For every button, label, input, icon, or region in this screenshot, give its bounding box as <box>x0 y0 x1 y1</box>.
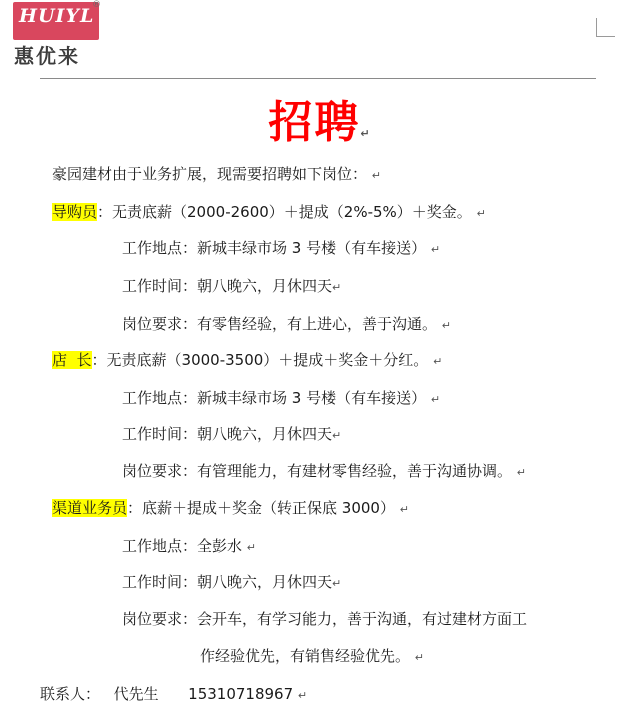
position-3-req-cont: 作经验优先，有销售经验优先。 <box>200 647 411 665</box>
paragraph-mark: ↵ <box>332 281 342 294</box>
intro-line <box>52 164 381 186</box>
paragraph-mark: ↵ <box>332 429 342 442</box>
paragraph-mark: ↵ <box>430 243 441 256</box>
position-3-location: 工作地点：全彭水 <box>122 537 243 555</box>
position-1-location-line <box>122 238 440 260</box>
position-1-req-line <box>122 314 451 336</box>
paragraph-mark: ↵ <box>332 577 342 590</box>
position-3-hours-line <box>122 572 341 594</box>
registered-mark: ® <box>92 0 101 10</box>
position-3-salary: ：底薪＋提成＋奖金（转正保底 3000） <box>127 499 395 517</box>
position-2-salary: ：无责底薪（3000-3500）＋提成＋奖金＋分红。 <box>91 351 429 369</box>
contact-phone: 15310718967 <box>188 685 294 703</box>
position-3-req: 岗位要求：会开车，有学习能力，善于沟通，有过建材方面工 <box>122 610 528 628</box>
paragraph-mark: ↵ <box>441 319 452 332</box>
position-1-req: 岗位要求：有零售经验，有上进心，善于沟通。 <box>122 315 438 333</box>
contact-label: 联系人： <box>40 685 101 703</box>
paragraph-mark: ↵ <box>430 393 441 406</box>
paragraph-mark: ↵ <box>360 127 372 140</box>
position-1-hours: 工作时间：朝八晚六，月休四天 <box>122 277 333 295</box>
position-3-req-line <box>122 609 527 629</box>
position-3-location-line <box>122 536 256 558</box>
header-divider <box>40 78 596 79</box>
intro-text: 豪园建材由于业务扩展，现需要招聘如下岗位： <box>52 165 368 183</box>
position-2-hours-line <box>122 424 341 446</box>
logo-chinese-name: 惠优来 <box>14 44 80 68</box>
paragraph-mark: ↵ <box>476 207 486 220</box>
position-1-location: 工作地点：新城丰绿市场 3 号楼（有车接送） <box>122 239 427 257</box>
position-1-name: 导购员 <box>52 203 98 221</box>
position-2-hours: 工作时间：朝八晚六，月休四天 <box>122 425 333 443</box>
paragraph-mark: ↵ <box>246 541 257 554</box>
logo <box>13 2 99 40</box>
position-2-req: 岗位要求：有管理能力，有建材零售经验，善于沟通协调。 <box>122 462 513 480</box>
position-1-hours-line <box>122 276 341 298</box>
paragraph-mark: ↵ <box>297 689 308 702</box>
page-title <box>0 86 640 150</box>
position-3-req-cont-line <box>200 646 424 668</box>
position-2-location-line <box>122 388 440 410</box>
position-2-req-line <box>122 461 526 483</box>
position-3-name: 渠道业务员 <box>52 499 128 517</box>
paragraph-mark: ↵ <box>433 355 443 368</box>
position-3-hours: 工作时间：朝八晚六，月休四天 <box>122 573 333 591</box>
paragraph-mark: ↵ <box>414 651 425 664</box>
position-1-salary: ：无责底薪（2000-2600）＋提成（2%-5%）＋奖金。 <box>97 203 472 221</box>
position-1-salary-line <box>52 202 486 224</box>
contact-name: 代先生 <box>113 685 159 703</box>
contact-line <box>40 684 307 706</box>
paragraph-mark: ↵ <box>371 169 382 182</box>
page-corner-mark <box>596 18 615 37</box>
position-3-salary-line <box>52 498 409 520</box>
paragraph-mark: ↵ <box>516 466 527 479</box>
position-2-location: 工作地点：新城丰绿市场 3 号楼（有车接送） <box>122 389 427 407</box>
paragraph-mark: ↵ <box>399 503 409 516</box>
position-2-salary-line <box>52 350 442 372</box>
title-text: 招聘 <box>268 97 361 148</box>
logo-script-text: HUIYL <box>19 5 95 27</box>
position-2-name: 店 长 <box>52 351 92 369</box>
